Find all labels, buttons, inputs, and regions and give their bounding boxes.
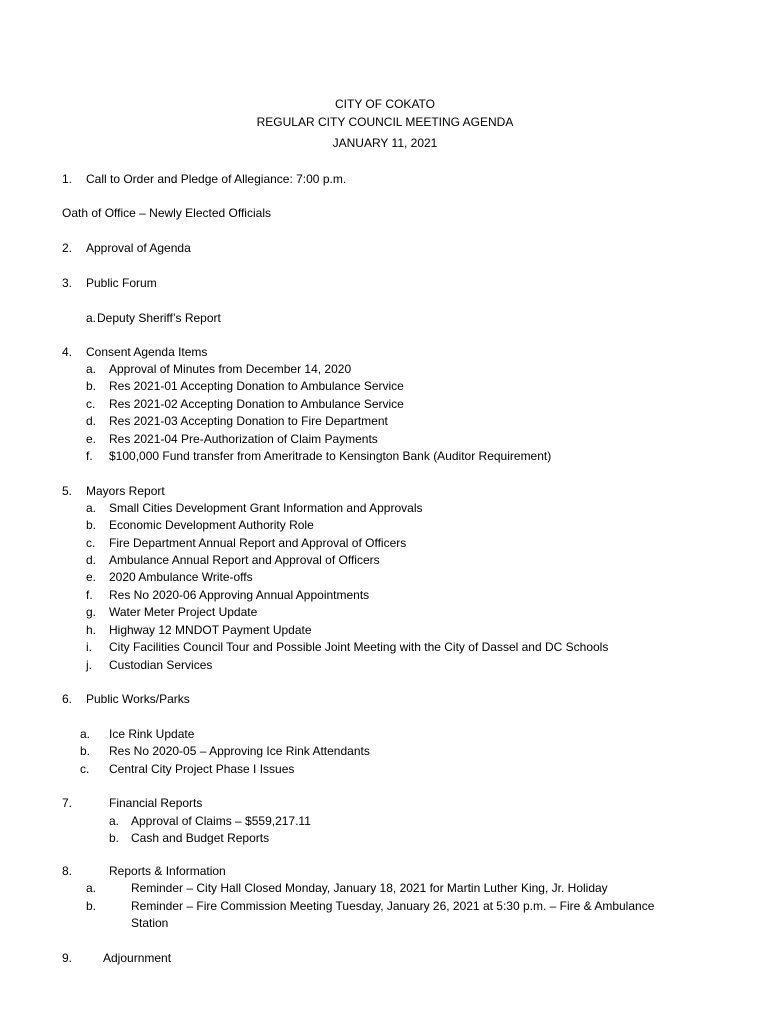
section-4-item: Res 2021-02 Accepting Donation to Ambulance Service [109,397,404,411]
section-5-item-letter: c. [86,536,96,550]
section-6-item: Ice Rink Update [109,727,195,741]
section-6-item: Central City Project Phase I Issues [109,762,295,776]
section-4-item: Res 2021-01 Accepting Donation to Ambulance Service [109,379,404,393]
section-7-item: Cash and Budget Reports [131,831,270,845]
section-5-item-letter: b. [86,518,97,532]
section-4-number: 4. [62,345,73,359]
section-5-item: 2020 Ambulance Write-offs [109,570,253,584]
section-5-item: Ambulance Annual Report and Approval of Officers [109,553,380,567]
section-4-item: Approval of Minutes from December 14, 2020 [109,362,352,376]
section-9-number: 9. [62,951,73,965]
section-5-item-letter: i. [86,640,92,654]
section-7-title: Financial Reports [109,796,203,810]
section-7-item: Approval of Claims – $559,217.11 [131,814,311,828]
section-8-item-letter: b. [86,899,97,913]
section-5-item-letter: d. [86,553,97,567]
section-4-item-letter: a. [86,362,97,376]
section-5-number: 5. [62,484,73,498]
section-6-item-letter: c. [80,762,90,776]
section-3-number: 3. [62,276,73,290]
section-5-item: Res No 2020-06 Approving Annual Appointments [109,588,370,602]
section-5-item: City Facilities Council Tour and Possible Joint Meeting with the City of Dassel and DC Schools [109,640,609,654]
section-2-number: 2. [62,241,73,255]
section-3-title: Public Forum [86,276,157,290]
section-8-item: Reminder – City Hall Closed Monday, January 18, 2021 for Martin Luther King, Jr. Holiday [131,881,608,895]
header-title: REGULAR CITY COUNCIL MEETING AGENDA [256,115,514,129]
section-4-item-letter: e. [86,432,97,446]
section-4-item-letter: d. [86,414,97,428]
section-2-title: Approval of Agenda [86,241,191,255]
section-4-title: Consent Agenda Items [86,345,208,359]
section-5-item-letter: a. [86,501,97,515]
section-6-item-letter: b. [80,744,91,758]
section-3-item-letter: a. [86,311,97,325]
section-4-item-letter: b. [86,379,97,393]
section-4-item: Res 2021-04 Pre-Authorization of Claim Payments [109,432,378,446]
section-7-item-letter: a. [109,814,120,828]
section-4-item: $100,000 Fund transfer from Ameritrade to Kensington Bank (Auditor Requirement) [109,449,552,463]
section-5-item: Water Meter Project Update [109,605,258,619]
section-8-number: 8. [62,864,73,878]
section-5-item-letter: e. [86,570,97,584]
header-city: CITY OF COKATO [334,97,435,111]
section-5-item-letter: g. [86,605,97,619]
section-5-item: Economic Development Authority Role [109,518,314,532]
section-5-item: Small Cities Development Grant Information and Approvals [109,501,423,515]
section-5-item-letter: h. [86,623,97,637]
section-6-item-letter: a. [80,727,91,741]
header-date: JANUARY 11, 2021 [332,136,438,150]
section-5-item: Fire Department Annual Report and Approval of Officers [109,536,407,550]
section-8-title: Reports & Information [109,864,226,878]
section-8-item-continuation: Station [131,916,169,930]
section-6-title: Public Works/Parks [86,692,190,706]
section-4-item-letter: c. [86,397,96,411]
section-5-item-letter: f. [86,588,93,602]
section-5-item: Highway 12 MNDOT Payment Update [109,623,312,637]
section-4-item: Res 2021-03 Accepting Donation to Fire Department [109,414,388,428]
section-6-item: Res No 2020-05 – Approving Ice Rink Attendants [109,744,370,758]
section-1-number: 1. [62,172,73,186]
section-5-title: Mayors Report [86,484,165,498]
section-1-title: Call to Order and Pledge of Allegiance: 7:00 p.m. [86,172,347,186]
section-7-number: 7. [62,796,73,810]
section-8-item: Reminder – Fire Commission Meeting Tuesday, January 26, 2021 at 5:30 p.m. – Fire & Ambulance [131,899,655,913]
section-9-title: Adjournment [103,951,172,965]
section-7-item-letter: b. [109,831,120,845]
section-8-item-letter: a. [86,881,97,895]
section-4-item-letter: f. [86,449,93,463]
oath-of-office: Oath of Office – Newly Elected Officials [62,206,271,220]
section-5-item-letter: j. [86,658,92,672]
section-5-item: Custodian Services [109,658,213,672]
section-3-item: Deputy Sheriff’s Report [97,311,221,325]
section-6-number: 6. [62,692,73,706]
